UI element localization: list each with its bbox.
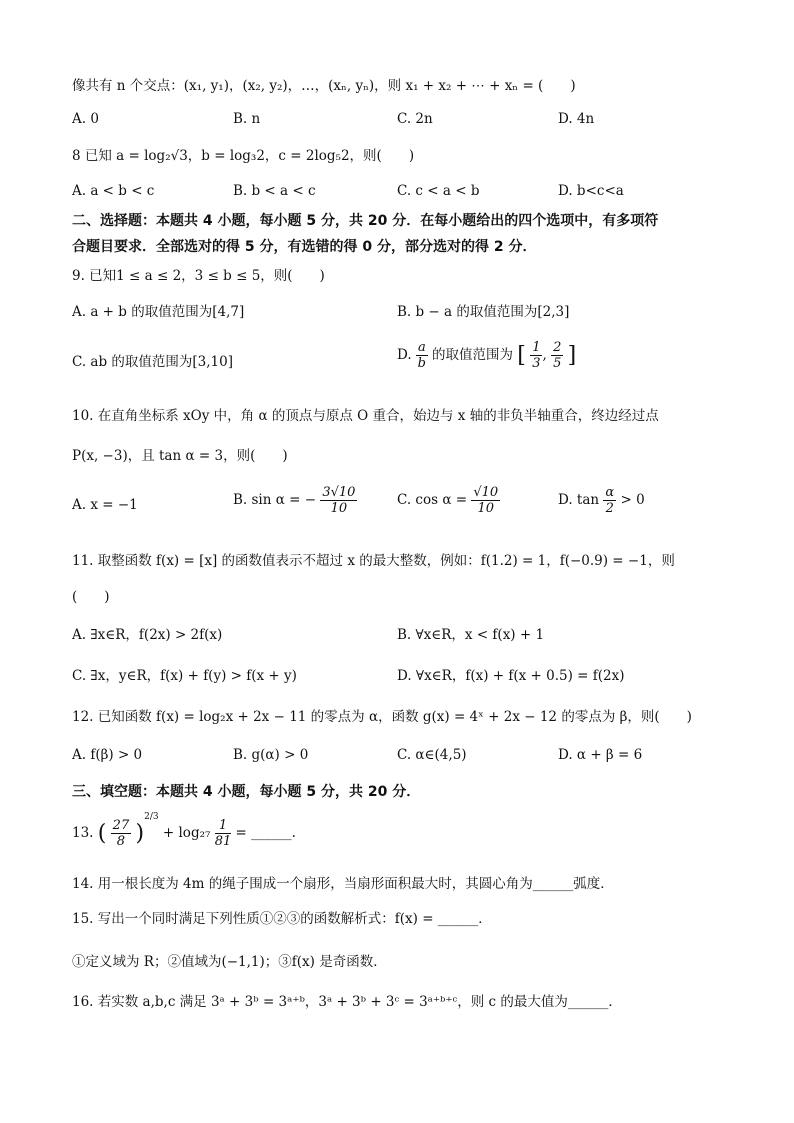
q13-answer-blank: = ______. bbox=[235, 825, 296, 841]
q9-option-d-low-den: 3 bbox=[532, 356, 541, 371]
q10-option-c-label: C. cos α = bbox=[397, 492, 468, 508]
q10-option-d-fraction bbox=[603, 485, 616, 516]
q9-option-d-text: 的取值范围为 bbox=[432, 347, 513, 363]
q10-option-a: A. x = −1 bbox=[72, 497, 138, 513]
q10-option-b-num: 3√10 bbox=[322, 485, 356, 500]
q10-option-b-den: 10 bbox=[330, 501, 348, 516]
q13-exponent: 2/3 bbox=[144, 812, 159, 822]
q9-stem: 9. 已知1 ≤ a ≤ 2，3 ≤ b ≤ 5，则( ) bbox=[72, 268, 325, 284]
q12-option-c: C. α∈(4,5) bbox=[397, 747, 467, 763]
q9-option-c: C. ab 的取值范围为[3,10] bbox=[72, 354, 234, 370]
q10-option-d-label: D. tan bbox=[558, 492, 600, 508]
q11-stem-line1: 11. 取整函数 f(x) = [x] 的函数值表示不超过 x 的最大整数，例如：f(1.2) = 1，f(−0.9) = −1，则 bbox=[72, 553, 675, 569]
q11-option-c: C. ∃x，y∈R，f(x) + f(y) > f(x + y) bbox=[72, 668, 297, 684]
q8-option-d: D. b<c<a bbox=[558, 183, 624, 199]
q15-line1: 15. 写出一个同时满足下列性质①②③的函数解析式：f(x) = ______． bbox=[72, 911, 492, 927]
q8-option-b: B. b < a < c bbox=[233, 183, 316, 199]
q13-fraction2 bbox=[215, 818, 232, 849]
q10-option-c bbox=[397, 485, 500, 516]
q9-option-d-low-fraction bbox=[530, 340, 542, 371]
q13-fraction1-den: 8 bbox=[116, 834, 126, 849]
q12-option-d: D. α + β = 6 bbox=[558, 747, 643, 763]
q12-option-b: B. g(α) > 0 bbox=[233, 747, 309, 763]
q9-option-b: B. b − a 的取值范围为[2,3] bbox=[397, 304, 570, 320]
q13: 13. ( $\frac{27}{8}$ )$^{2/3}$ + log₂₇ $\frac{1}{81}$ = ______. bbox=[72, 812, 296, 849]
q13-number: 13. bbox=[72, 825, 94, 841]
q14: 14. 用一根长度为 4m 的绳子围成一个扇形，当扇形面积最大时，其圆心角为______弧度． bbox=[72, 876, 614, 892]
q8-option-c: C. c < a < b bbox=[397, 183, 480, 199]
q11-option-d: D. ∀x∈R，f(x) + f(x + 0.5) = f(2x) bbox=[397, 668, 625, 684]
q10-option-c-den: 10 bbox=[477, 501, 495, 516]
q9-option-a: A. a + b 的取值范围为[4,7] bbox=[72, 304, 245, 320]
q10-option-c-num: √10 bbox=[473, 485, 499, 500]
q12-option-a: A. f(β) > 0 bbox=[72, 747, 143, 763]
q9-option-d-high-fraction bbox=[551, 340, 563, 371]
q9-option-d-denominator: b bbox=[417, 356, 426, 371]
q13-fraction2-num: 1 bbox=[215, 818, 232, 834]
q10-option-c-fraction bbox=[471, 485, 500, 516]
q9-option-d-fraction bbox=[416, 340, 428, 371]
q7-stem: 像共有 n 个交点：(x₁, y₁)，(x₂, y₂)，…，(xₙ, yₙ)，则 x₁ + x₂ + ⋯ + xₙ = ( ) bbox=[72, 78, 576, 94]
q10-option-b bbox=[233, 485, 357, 516]
q8-stem: 8 已知 a = log₂√3，b = log₃2，c = 2log₅2，则( ) bbox=[72, 148, 415, 164]
q10-option-d-suffix: > 0 bbox=[620, 492, 645, 508]
q10-option-b-fraction bbox=[320, 485, 357, 516]
q9-option-d-high-den: 5 bbox=[553, 356, 562, 371]
q9-option-d-high-num: 2 bbox=[553, 340, 562, 355]
q11-option-a: A. ∃x∈R，f(2x) > 2f(x) bbox=[72, 627, 223, 643]
q9-option-d-numerator: a bbox=[417, 340, 426, 355]
q7-option-d: D. 4n bbox=[558, 111, 595, 127]
q13-fraction1-num: 27 bbox=[112, 818, 130, 833]
q10-option-b-label: B. sin α = − bbox=[233, 492, 317, 508]
q13-fraction1 bbox=[111, 818, 132, 849]
q7-option-a: A. 0 bbox=[72, 111, 99, 127]
q12-stem: 12. 已知函数 f(x) = log₂x + 2x − 11 的零点为 α，函数 g(x) = 4ˣ + 2x − 12 的零点为 β，则( ) bbox=[72, 709, 692, 725]
q13-log: + log₂₇ bbox=[162, 825, 211, 841]
section2-heading-line1: 二、选择题：本题共 4 小题，每小题 5 分，共 20 分．在每小题给出的四个选项中，有多项符 bbox=[72, 213, 659, 229]
section3-heading: 三、填空题：本题共 4 小题，每小题 5 分，共 20 分． bbox=[72, 784, 421, 800]
q11-option-b: B. ∀x∈R，x < f(x) + 1 bbox=[397, 627, 545, 643]
q7-option-c: C. 2n bbox=[397, 111, 433, 127]
q16: 16. 若实数 a,b,c 满足 3ᵃ + 3ᵇ = 3ᵃ⁺ᵇ，3ᵃ + 3ᵇ + 3ᶜ = 3ᵃ⁺ᵇ⁺ᶜ，则 c 的最大值为______． bbox=[72, 994, 622, 1010]
q11-stem-line2: ( ) bbox=[72, 589, 110, 605]
q13-fraction2-den: 81 bbox=[214, 834, 232, 849]
q9-option-d-low-num: 1 bbox=[532, 340, 541, 355]
q10-option-d-num: α bbox=[605, 485, 615, 500]
q9-option-d-label: D. bbox=[397, 347, 412, 363]
q10-stem-line1: 10. 在直角坐标系 xOy 中，角 α 的顶点与原点 O 重合，始边与 x 轴的非负半轴重合，终边经过点 bbox=[72, 408, 659, 424]
q10-stem-line2: P(x, −3)，且 tan α = 3，则( ) bbox=[72, 448, 288, 464]
q8-option-a: A. a < b < c bbox=[72, 183, 155, 199]
q15-line2: ①定义域为 R；②值域为(−1,1)；③f(x) 是奇函数． bbox=[72, 954, 387, 970]
q10-option-d-den: 2 bbox=[605, 501, 614, 516]
q7-option-b: B. n bbox=[233, 111, 261, 127]
q10-option-d bbox=[558, 485, 645, 516]
section2-heading-line2: 合题目要求．全部选对的得 5 分，有选错的得 0 分，部分选对的得 2 分． bbox=[72, 239, 537, 255]
q9-option-d: D. $\frac{a}{b}$ 的取值范围为 [ $\frac{1}{3}$ , $\frac{2}{5}$ ] bbox=[397, 340, 577, 371]
